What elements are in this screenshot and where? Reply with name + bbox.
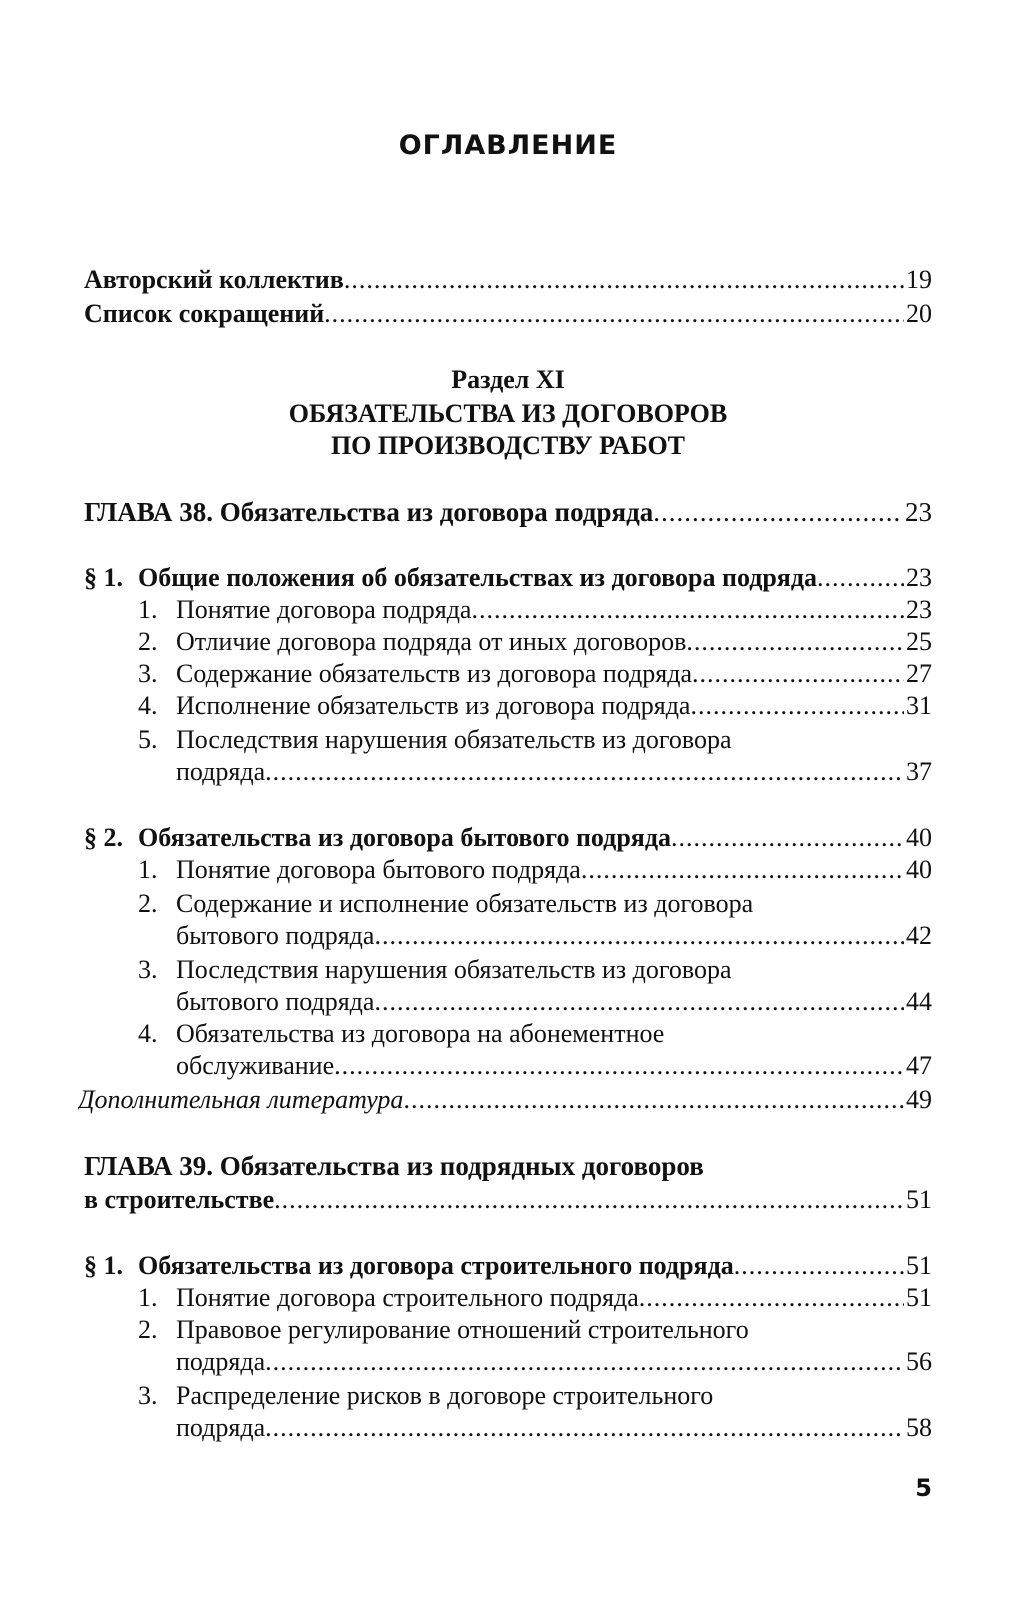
- item-title: Последствия нарушения обязательств из договора: [176, 955, 732, 984]
- entry-page: 23: [906, 563, 932, 592]
- leader-dots: [817, 562, 904, 594]
- item-title: Обязательства из договора на абонементное: [176, 1019, 665, 1048]
- leader-dots: [690, 690, 904, 722]
- toc-item-line2[interactable]: [176, 1346, 932, 1378]
- item-title: Понятие договора подряда: [176, 595, 472, 624]
- item-title: обслуживание: [176, 1051, 335, 1080]
- entry-page: 25: [906, 627, 932, 656]
- item-title: Исполнение обязательств из договора подряда: [176, 691, 691, 720]
- section-label: Раздел XI: [451, 365, 565, 394]
- toc-item-line1[interactable]: [138, 954, 732, 986]
- toc-item-line1[interactable]: [138, 1380, 713, 1412]
- toc-item-line1[interactable]: [138, 724, 732, 756]
- entry-title: Список сокращений: [84, 299, 325, 328]
- leader-dots: [639, 1282, 904, 1314]
- entry-page: 23: [906, 595, 932, 624]
- item-title: Содержание обязательств из договора подряда: [176, 659, 693, 688]
- item-title: Содержание и исполнение обязательств из договора: [176, 889, 754, 918]
- entry-page: 40: [906, 855, 932, 884]
- toc-item-line2[interactable]: [176, 756, 932, 788]
- chapter-title: ГЛАВА 38. Обязательства из договора подряда: [84, 497, 654, 527]
- item-number: 1.: [138, 595, 158, 624]
- item-title: Понятие договора бытового подряда: [176, 855, 581, 884]
- paragraph-number: § 1.: [84, 563, 123, 592]
- leader-dots: [653, 496, 903, 528]
- toc-item-line1[interactable]: [138, 1018, 664, 1050]
- section-title-line1: ОБЯЗАТЕЛЬСТВА ИЗ ДОГОВОРОВ: [288, 399, 728, 428]
- section-title-line2: ПО ПРОИЗВОДСТВУ РАБОТ: [330, 431, 686, 460]
- toc-item-line2[interactable]: [176, 986, 932, 1018]
- leader-dots: [324, 298, 904, 330]
- leader-dots: [265, 1412, 904, 1444]
- item-title: подряда: [176, 1347, 266, 1376]
- entry-page: 31: [906, 691, 932, 720]
- toc-chapter-38[interactable]: [84, 496, 932, 528]
- item-title: бытового подряда: [176, 987, 375, 1016]
- toc-item-line2[interactable]: [176, 1412, 932, 1444]
- toc-item[interactable]: [138, 1282, 932, 1314]
- item-title: Понятие договора строительного подряда: [176, 1283, 639, 1312]
- leader-dots: [403, 1084, 904, 1116]
- page-title: ОГЛАВЛЕНИЕ: [398, 130, 618, 161]
- leader-dots: [265, 756, 904, 788]
- entry-page: 47: [906, 1051, 932, 1080]
- paragraph-number: § 1.: [84, 1251, 123, 1280]
- leader-dots: [334, 1050, 904, 1082]
- entry-page: 44: [906, 987, 932, 1016]
- item-number: 3.: [138, 1381, 158, 1410]
- entry-page: 42: [906, 921, 932, 950]
- item-title: подряда: [176, 757, 266, 786]
- item-number: 4.: [138, 1019, 158, 1048]
- entry-page: 40: [906, 823, 932, 852]
- item-title: бытового подряда: [176, 921, 375, 950]
- toc-paragraph-39-1[interactable]: [84, 1250, 932, 1282]
- entry-page: 58: [906, 1413, 932, 1442]
- leader-dots: [686, 626, 904, 658]
- item-title: Отличие договора подряда от иных договоров: [176, 627, 687, 656]
- entry-title: Авторский коллектив: [84, 265, 344, 294]
- item-title: подряда: [176, 1413, 266, 1442]
- item-number: 5.: [138, 725, 158, 754]
- entry-page: 51: [906, 1185, 932, 1214]
- item-title: Распределение рисков в договоре строительного: [176, 1381, 714, 1410]
- toc-chapter-39-line1[interactable]: ГЛАВА 39. Обязательства из подрядных договоров: [84, 1151, 704, 1181]
- paragraph-title: Обязательства из договора бытового подряда: [138, 823, 671, 852]
- entry-page: 37: [906, 757, 932, 786]
- leader-dots: [692, 658, 904, 690]
- leader-dots: [374, 986, 904, 1018]
- chapter-title: в строительстве: [84, 1185, 275, 1214]
- leader-dots: [374, 920, 904, 952]
- leader-dots: [581, 854, 904, 886]
- item-number: 1.: [138, 855, 158, 884]
- toc-entry-abbreviations[interactable]: [84, 298, 932, 330]
- entry-page: 51: [906, 1251, 932, 1280]
- entry-title: Дополнительная литература: [78, 1085, 404, 1114]
- toc-item[interactable]: [138, 690, 932, 722]
- toc-chapter-39-line2[interactable]: [84, 1184, 932, 1216]
- leader-dots: [344, 264, 904, 296]
- toc-item[interactable]: [138, 594, 932, 626]
- paragraph-title: Общие положения об обязательствах из договора подряда: [138, 563, 818, 592]
- toc-literature[interactable]: [78, 1084, 932, 1116]
- item-number: 1.: [138, 1283, 158, 1312]
- item-number: 3.: [138, 659, 158, 688]
- toc-paragraph-38-2[interactable]: [84, 822, 932, 854]
- toc-item-line2[interactable]: [176, 1050, 932, 1082]
- leader-dots: [274, 1184, 904, 1216]
- page-number: 5: [915, 1474, 932, 1502]
- toc-paragraph-38-1[interactable]: [84, 562, 932, 594]
- entry-page: 56: [906, 1347, 932, 1376]
- entry-page: 51: [906, 1283, 932, 1312]
- toc-item-line1[interactable]: [138, 1314, 749, 1346]
- item-number: 2.: [138, 1315, 158, 1344]
- leader-dots: [671, 822, 904, 854]
- paragraph-title: Обязательства из договора строительного подряда: [138, 1251, 734, 1280]
- item-number: 2.: [138, 627, 158, 656]
- toc-item[interactable]: [138, 854, 932, 886]
- entry-page: 20: [906, 299, 932, 328]
- leader-dots: [734, 1250, 904, 1282]
- leader-dots: [471, 594, 904, 626]
- item-title: Правовое регулирование отношений строительного: [176, 1315, 749, 1344]
- entry-page: 23: [905, 497, 932, 527]
- paragraph-number: § 2.: [84, 823, 123, 852]
- entry-page: 19: [906, 265, 932, 294]
- item-number: 3.: [138, 955, 158, 984]
- entry-page: 49: [906, 1085, 932, 1114]
- toc-item[interactable]: [138, 626, 932, 658]
- item-number: 4.: [138, 691, 158, 720]
- toc-entry-authors[interactable]: [84, 264, 932, 296]
- leader-dots: [265, 1346, 904, 1378]
- toc-item-line1[interactable]: [138, 888, 753, 920]
- toc-item[interactable]: [138, 658, 932, 690]
- item-title: Последствия нарушения обязательств из договора: [176, 725, 732, 754]
- item-number: 2.: [138, 889, 158, 918]
- entry-page: 27: [906, 659, 932, 688]
- toc-item-line2[interactable]: [176, 920, 932, 952]
- toc-page: [78, 0, 932, 1600]
